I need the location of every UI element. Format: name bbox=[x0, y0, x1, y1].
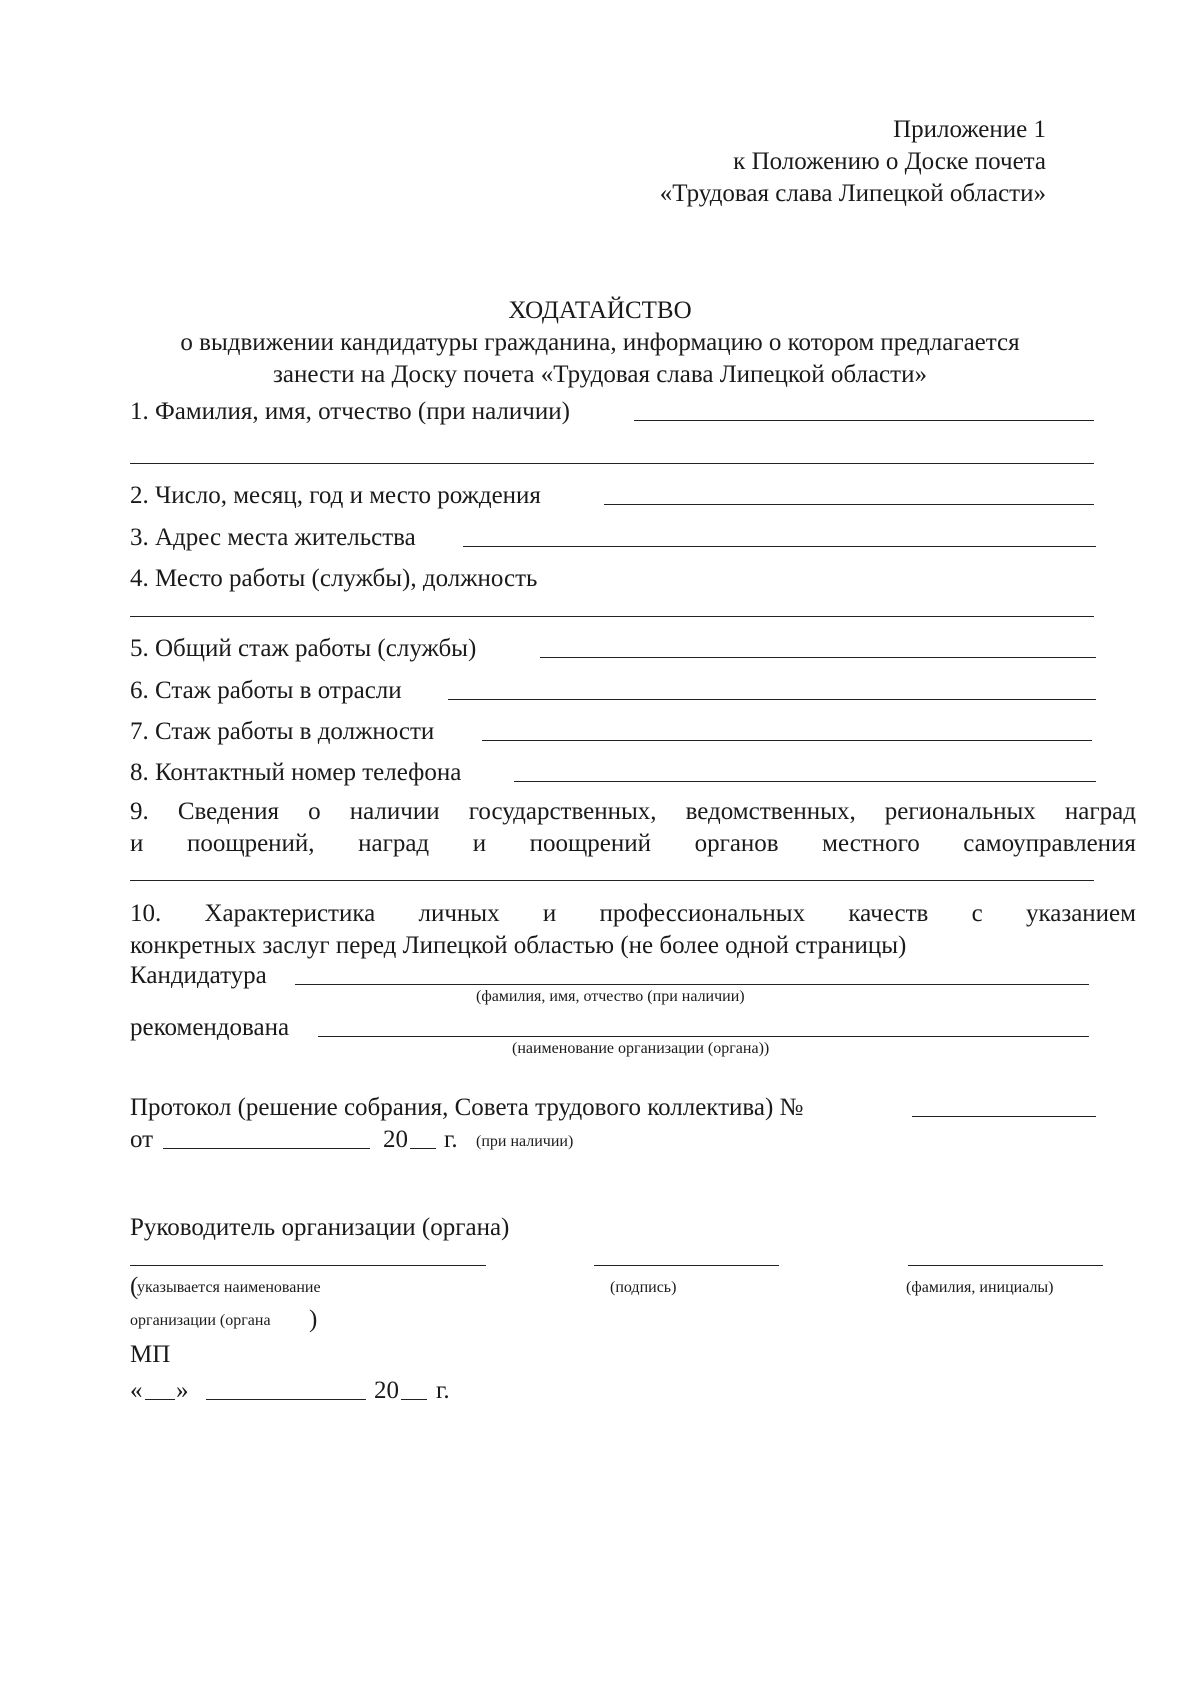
recommended-label: рекомендована bbox=[130, 1014, 290, 1041]
field-9-word: Сведения bbox=[177, 798, 280, 825]
field-1-label: 1. Фамилия, имя, отчество (при наличии) bbox=[130, 398, 570, 425]
field-8-line[interactable] bbox=[514, 781, 1096, 782]
field-4-label: 4. Место работы (службы), должность bbox=[130, 565, 538, 592]
field-9-word: наград bbox=[358, 830, 430, 857]
field-9-line[interactable] bbox=[130, 880, 1094, 881]
date-year-line[interactable] bbox=[401, 1399, 427, 1400]
field-8-label: 8. Контактный номер телефона bbox=[130, 759, 462, 786]
document-title: ХОДАТАЙСТВО bbox=[508, 297, 692, 324]
candidate-label: Кандидатура bbox=[130, 962, 267, 989]
field-10-word: указанием bbox=[1025, 900, 1136, 927]
field-9-word: региональных bbox=[884, 798, 1036, 825]
org-name-line[interactable] bbox=[130, 1265, 486, 1266]
field-9-word: и bbox=[130, 830, 144, 857]
org-caption-paren-open: ( bbox=[130, 1273, 139, 1300]
field-9-word: органов bbox=[694, 830, 779, 857]
signature-caption: (подпись) bbox=[610, 1279, 677, 1296]
appendix-line-2: к Положению о Доске почета bbox=[733, 148, 1046, 175]
field-10-word: и bbox=[542, 900, 557, 927]
org-caption-line-1: указывается наименование bbox=[137, 1279, 321, 1296]
appendix-line-1: Приложение 1 bbox=[893, 116, 1046, 143]
field-9-word: поощрений, bbox=[186, 830, 315, 857]
field-5-line[interactable] bbox=[540, 657, 1096, 658]
field-6-label: 6. Стаж работы в отрасли bbox=[130, 677, 402, 704]
field-9-word: ведомственных, bbox=[685, 798, 856, 825]
field-6-line[interactable] bbox=[448, 699, 1096, 700]
field-9-word: и bbox=[472, 830, 487, 857]
field-10-word: Характеристика bbox=[204, 900, 376, 927]
field-1-line[interactable] bbox=[634, 420, 1094, 421]
name-initials-caption: (фамилия, инициалы) bbox=[906, 1279, 1054, 1296]
field-7-label: 7. Стаж работы в должности bbox=[130, 718, 435, 745]
protocol-date-line[interactable] bbox=[163, 1148, 370, 1149]
document-subtitle-line-1: о выдвижении кандидатуры гражданина, информацию о котором предлагается bbox=[180, 329, 1020, 356]
field-2-label: 2. Число, месяц, год и место рождения bbox=[130, 482, 541, 509]
candidate-caption: (фамилия, имя, отчество (при наличии) bbox=[476, 988, 745, 1005]
protocol-note: (при наличии) bbox=[476, 1133, 574, 1150]
field-5-label: 5. Общий стаж работы (службы) bbox=[130, 635, 477, 662]
field-10-word: с bbox=[971, 900, 983, 927]
org-caption-paren-close: ) bbox=[309, 1306, 318, 1333]
appendix-line-3: «Трудовая слава Липецкой области» bbox=[659, 180, 1046, 207]
name-initials-line[interactable] bbox=[908, 1265, 1103, 1266]
date-day-line[interactable] bbox=[145, 1399, 175, 1400]
field-10-word: личных bbox=[418, 900, 500, 927]
field-7-line[interactable] bbox=[482, 740, 1092, 741]
signature-line[interactable] bbox=[594, 1265, 779, 1266]
field-10-word: 10. bbox=[130, 900, 162, 927]
protocol-from-label: от bbox=[130, 1126, 154, 1153]
field-9-word: государственных, bbox=[468, 798, 657, 825]
field-10-word: качеств bbox=[848, 900, 929, 927]
date-year-prefix: 20 bbox=[374, 1377, 399, 1404]
protocol-year-line[interactable] bbox=[410, 1148, 436, 1149]
document-subtitle-line-2: занести на Доску почета «Трудовая слава Липецкой области» bbox=[273, 361, 927, 388]
protocol-number-line[interactable] bbox=[912, 1116, 1096, 1117]
protocol-year-prefix: 20 bbox=[383, 1126, 408, 1153]
stamp-label: МП bbox=[130, 1341, 171, 1368]
field-10-line-2: конкретных заслуг перед Липецкой областью (не более одной страницы) bbox=[130, 932, 907, 959]
protocol-year-suffix: г. bbox=[444, 1126, 458, 1153]
field-9-word: о bbox=[308, 798, 321, 825]
field-9-word: наличии bbox=[349, 798, 440, 825]
field-9-line-1 bbox=[130, 799, 1136, 824]
field-9-line-2 bbox=[130, 831, 1136, 856]
date-quote-open: « bbox=[130, 1377, 143, 1404]
field-9-word: поощрений bbox=[529, 830, 652, 857]
field-9-word: наград bbox=[1064, 798, 1136, 825]
signature-heading: Руководитель организации (органа) bbox=[130, 1214, 510, 1241]
recommended-caption: (наименование организации (органа)) bbox=[512, 1040, 770, 1057]
field-9-word: 9. bbox=[130, 798, 149, 825]
date-month-line[interactable] bbox=[206, 1399, 366, 1400]
field-9-word: самоуправления bbox=[963, 830, 1136, 857]
field-1-line-2[interactable] bbox=[130, 463, 1094, 464]
date-quote-close: » bbox=[176, 1377, 189, 1404]
recommended-line[interactable] bbox=[318, 1036, 1089, 1037]
field-3-label: 3. Адрес места жительства bbox=[130, 524, 416, 551]
protocol-label: Протокол (решение собрания, Совета трудового коллектива) № bbox=[130, 1094, 804, 1121]
field-10-line-1 bbox=[130, 901, 1136, 926]
field-10-word: профессиональных bbox=[599, 900, 806, 927]
org-caption-line-2: организации (органа bbox=[130, 1312, 271, 1329]
candidate-line[interactable] bbox=[295, 984, 1089, 985]
date-year-suffix: г. bbox=[436, 1377, 450, 1404]
field-4-line[interactable] bbox=[130, 616, 1094, 617]
field-2-line[interactable] bbox=[604, 504, 1094, 505]
field-9-word: местного bbox=[822, 830, 920, 857]
field-3-line[interactable] bbox=[463, 546, 1096, 547]
